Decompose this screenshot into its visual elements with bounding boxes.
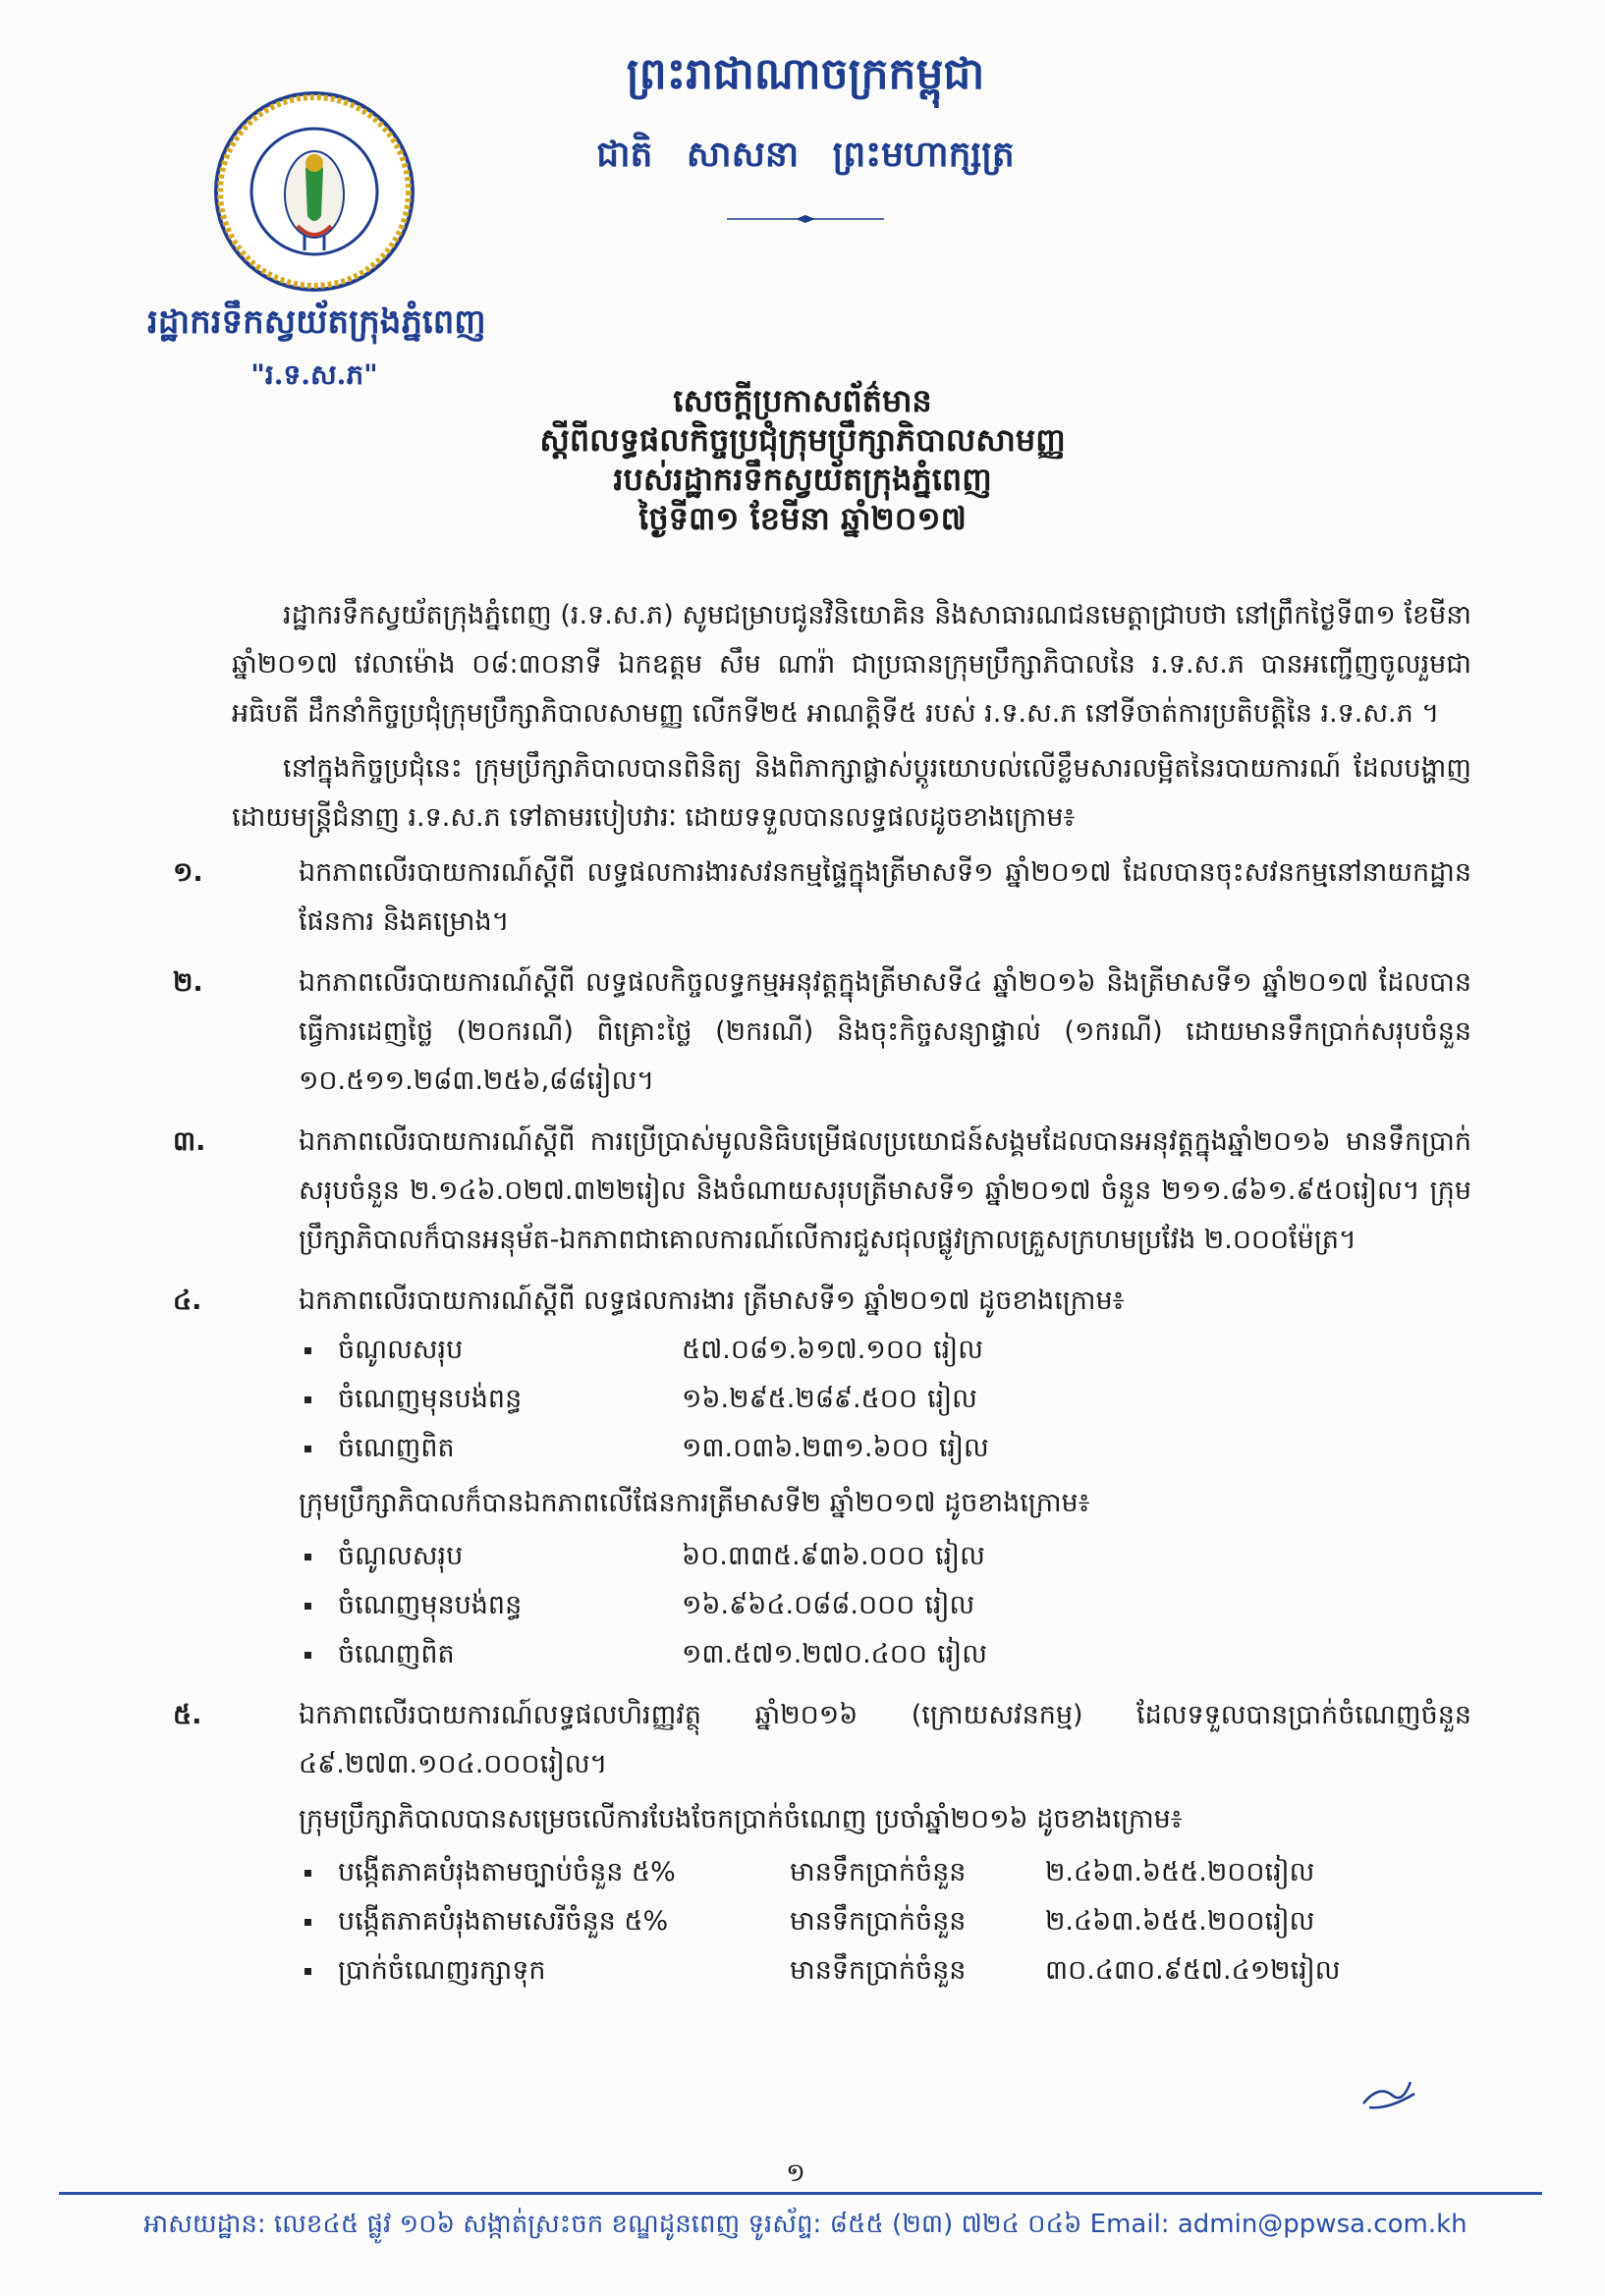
ppwsa-logo [211, 88, 417, 295]
list-item: បង្កើតភាគបំរុងតាមសេរីចំនួន ៥% មានទឹកប្រាក់ចំនួន ២.៤៦៣.៦៥៥.២០០រៀល [299, 1897, 1471, 1946]
national-motto: ជាតិ សាសនា ព្រះមហាក្សត្រ [596, 134, 1015, 175]
intro-paragraph [232, 591, 1471, 738]
item-number: ២. [173, 967, 203, 998]
list-item: ចំណេញពិត ១៣.៥៧១.២៧០.៤០០ រៀល [299, 1630, 1471, 1679]
footer-divider [59, 2192, 1542, 2195]
item-number: ១. [173, 857, 203, 888]
initial-signature [1359, 2074, 1418, 2113]
meeting-paragraph [232, 744, 1471, 843]
item-text: ឯកភាពលើរបាយការណ៍ស្តីពី ការប្រើប្រាស់មូលនិធិបម្រើផលប្រយោជន៍សង្គមដែលបានអនុវត្តក្នុងឆ្នាំ២០១៦ មានទឹកប្រាក់សរុបចំនួន ២.១៤៦.០២៧.៣២២រៀល និងចំណាយសរុបត្រីមាសទី១ ឆ្នាំ២០១៧ ចំនួន ២១១.៨៦១.៩៥០រៀល។ ក្រុមប្រឹក្សាភិបាលក៏បានអនុម័ត-ឯកភាពជាគោលការណ៍លើការជួសជុលផ្លូវក្រាលគ្រួសក្រហមប្រវែង ២.០០០ម៉ែត្រ។ [299, 1126, 1471, 1255]
document-body [173, 591, 1471, 2007]
ornament-divider [727, 209, 884, 219]
list-item: ចំណេញមុនបង់ពន្ធ ១៦.៩៦៤.០៨៨.០០០ រៀល [299, 1581, 1471, 1630]
meeting-text: នៅក្នុងកិច្ចប្រជុំនេះ ក្រុមប្រឹក្សាភិបាលបានពិនិត្យ និងពិភាក្សាផ្លាស់ប្តូរយោបល់លើខ្លឹមសារលម្អិតនៃរបាយការណ៍ ដែលបង្ហាញដោយមន្ត្រីជំនាញ រ.ទ.ស.ភ ទៅតាមរបៀបវារៈ ដោយទទួលបានលទ្ធផលដូចខាងក្រោម៖ [232, 753, 1471, 833]
list-item: ចំណូលសរុប ៦០.៣៣៥.៩៣៦.០០០ រៀល [299, 1532, 1471, 1581]
item-text: ឯកភាពលើរបាយការណ៍លទ្ធផលហិរញ្ញវត្ថុ ឆ្នាំ២០១៦ (ក្រោយសវនកម្ម) ដែលទទួលបានប្រាក់ចំណេញចំនួន ៤៩.២៧៣.១០៤.០០០រៀល។ [299, 1700, 1471, 1779]
q1-results-list [299, 1326, 1471, 1473]
kingdom-header [530, 47, 1080, 219]
document-title [295, 381, 1310, 538]
page-number: ១ [786, 2159, 805, 2188]
org-abbreviation: "រ.ទ.ស.ភ" [250, 358, 378, 391]
resolution-item [173, 1691, 1471, 1995]
resolution-item [173, 848, 1471, 947]
item-number: ៥. [173, 1700, 202, 1730]
item-number: ៣. [173, 1126, 206, 1157]
item-number: ៤. [173, 1285, 202, 1316]
footer-address: អាសយដ្ឋាន: លេខ៤៥ ផ្លូវ ១០៦ សង្កាត់ស្រះចក ខណ្ឌដូនពេញ ទូរស័ព្ទ: ៨៥៥ (២៣) ៧២៤ ០៤៦ Email: admin@ppwsa.com.kh [143, 2210, 1467, 2239]
profit-distribution-list [299, 1848, 1471, 1995]
resolution-item [173, 1118, 1471, 1265]
q2-intro: ក្រុមប្រឹក្សាភិបាលក៏បានឯកភាពលើផែនការត្រីមាសទី២ ឆ្នាំ២០១៧ ដូចខាងក្រោម៖ [299, 1488, 1090, 1518]
title-line-1: សេចក្តីប្រកាសព័ត៌មាន [673, 382, 932, 419]
org-name: រដ្ឋាករទឹកស្វយ័តក្រុងភ្នំពេញ [147, 302, 486, 342]
kingdom-title: ព្រះរាជាណាចក្រកម្ពុជា [626, 49, 985, 99]
resolution-item [173, 1277, 1471, 1679]
list-item: ប្រាក់ចំណេញរក្សាទុក មានទឹកប្រាក់ចំនួន ៣០.៤៣០.៩៥៧.៤១២រៀល [299, 1946, 1471, 1995]
distribution-intro: ក្រុមប្រឹក្សាភិបាលបានសម្រេចលើការបែងចែកប្រាក់ចំណេញ ប្រចាំឆ្នាំ២០១៦ ដូចខាងក្រោម៖ [299, 1804, 1183, 1834]
org-logo-block [147, 88, 486, 398]
list-item: បង្កើតភាគបំរុងតាមច្បាប់ចំនួន ៥% មានទឹកប្រាក់ចំនួន ២.៤៦៣.៦៥៥.២០០រៀល [299, 1848, 1471, 1897]
list-item: ចំណេញមុនបង់ពន្ធ ១៦.២៩៥.២៨៩.៥០០ រៀល [299, 1375, 1471, 1424]
title-line-2: ស្តីពីលទ្ធផលកិច្ចប្រជុំក្រុមប្រឹក្សាភិបាលសាមញ្ញ [539, 421, 1066, 459]
list-item: ចំណូលសរុប ៥៧.០៨១.៦១៧.១០០ រៀល [299, 1326, 1471, 1375]
resolution-item [173, 958, 1471, 1106]
title-line-3: របស់រដ្ឋាករទឹកស្វយ័តក្រុងភ្នំពេញ [613, 461, 992, 498]
q2-plan-list [299, 1532, 1471, 1679]
list-item: ចំណេញពិត ១៣.០៣៦.២៣១.៦០០ រៀល [299, 1424, 1471, 1473]
title-line-4: ថ្ងៃទី៣១ ខែមីនា ឆ្នាំ២០១៧ [638, 500, 967, 537]
item-text: ឯកភាពលើរបាយការណ៍ស្តីពី លទ្ធផលកិច្ចលទ្ធកម្មអនុវត្តក្នុងត្រីមាសទី៤ ឆ្នាំ២០១៦ និងត្រីមាសទី១ ឆ្នាំ២០១៧ ដែលបានធ្វើការដេញថ្លៃ (២០ករណី) ពិគ្រោះថ្លៃ (២ករណី) និងចុះកិច្ចសន្យាផ្ទាល់ (១ករណី) ដោយមានទឹកប្រាក់សរុបចំនួន ១០.៥១១.២៨៣.២៥៦,៨៨រៀល។ [299, 967, 1471, 1096]
item-text: ឯកភាពលើរបាយការណ៍ស្តីពី លទ្ធផលការងារសវនកម្មផ្ទៃក្នុងត្រីមាសទី១ ឆ្នាំ២០១៧ ដែលបានចុះសវនកម្មនៅនាយកដ្ឋានផែនការ និងគម្រោង។ [299, 857, 1471, 937]
item-text: ឯកភាពលើរបាយការណ៍ស្តីពី លទ្ធផលការងារ ត្រីមាសទី១ ឆ្នាំ២០១៧ ដូចខាងក្រោម៖ [299, 1285, 1125, 1316]
intro-text: រដ្ឋាករទឹកស្វយ័តក្រុងភ្នំពេញ (រ.ទ.ស.ភ) សូមជម្រាបជូនវិនិយោគិន និងសាធារណជនមេត្តាជ្រាបថា នៅព្រឹកថ្ងៃទី៣១ ខែមីនា ឆ្នាំ២០១៧ វេលាម៉ោង ០៨:៣០នាទី ឯកឧត្តម សឹម ណារ៉ា ជាប្រធានក្រុមប្រឹក្សាភិបាលនៃ រ.ទ.ស.ភ បានអញ្ជើញចូលរួមជាអធិបតី ដឹកនាំកិច្ចប្រជុំក្រុមប្រឹក្សាភិបាលសាមញ្ញ លើកទី២៥ អាណត្តិទី៥ របស់ រ.ទ.ស.ភ នៅទីចាត់ការប្រតិបត្តិនៃ រ.ទ.ស.ភ ។ [232, 600, 1471, 729]
